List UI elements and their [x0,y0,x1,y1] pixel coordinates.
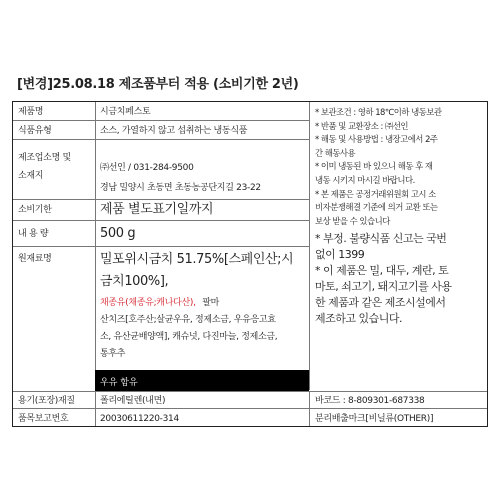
allergen-band [95,370,309,391]
row-line [13,199,309,200]
row-line [13,246,309,247]
note-1: * 보관조건 : 영하 18℃이하 냉동보관 [315,107,442,117]
label-expiry: 소비기한 [18,205,52,215]
label-manufacturer-1: 제조업소명 및 [18,153,71,163]
value-manufacturer-1: ㈜선인 / 031-284-9500 [100,163,194,173]
value-net-qty: 500 g [100,226,136,241]
note-4: 간 해동사용 [315,147,356,158]
big-note-2: 없이 1399 [315,248,365,262]
value-manufacturer-2: 경남 밀양시 초동면 초동농공단지길 23-22 [100,183,261,193]
label-table [12,101,488,427]
label-packaging: 용기(포장)재질 [18,396,75,406]
big-note-3: * 이 제품은 밀, 대두, 계란, 토 [315,264,449,278]
right-panel [315,106,485,327]
big-note-4: 마토, 쇠고기, 돼지고기를 사용 [315,280,452,294]
value-report-no: 20030611220-314 [100,414,179,424]
row-line [13,391,487,392]
note-3: * 해동 및 사용방법 : 냉장고에서 2주 [315,134,438,145]
ingredients-red-text: 채종유(채종유;캐나다산), [100,298,196,308]
row-line [13,220,309,221]
label-manufacturer-2: 소재지 [18,171,44,181]
label-net-qty: 내 용 량 [18,229,49,239]
note-8: 비자분쟁해결 기준에 의거 교환 또는 [315,202,438,213]
label-product-name: 제품명 [18,107,44,117]
ingredients-line-2: 금치100%], [100,274,169,289]
ingredients-line-3 [100,297,219,309]
value-product-name: 시금치페스토 [100,107,151,117]
value-product-type: 소스, 가열하지 않고 섭취하는 냉동식품 [100,126,248,136]
barcode-text: 바코드 : 8-809301-687338 [315,396,425,406]
ingredients-line-6: 통후추 [100,349,126,359]
ingredients-line-4: 산치즈[호주산;살균우유, 정제소금, 우유응고효 [100,315,276,325]
label-ingredients: 원재료명 [18,254,52,264]
recycle-mark-text: 분리배출마크[비닐류(OTHER)] [315,414,434,424]
note-6: 냉동 시키지 마시길 바랍니다. [315,174,415,185]
ingredients-line-5: 소, 유산균배양액], 캐슈넛, 다진마늘, 정제소금, [100,332,278,342]
allergen-text: 우유 함유 [100,378,138,388]
note-5: * 이미 냉동된 바 있으니 해동 후 재 [315,161,433,172]
note-2: * 반품 및 교환장소 : ㈜선인 [315,120,409,131]
label-report-no: 품목보고번호 [18,414,69,424]
big-note-6: 제조하고 있습니다. [315,312,403,326]
big-note-5: 한 제품과 같은 제조시설에서 [315,296,446,310]
label-product-type: 식품유형 [18,126,52,136]
row-line [13,120,309,121]
ingredients-line-1: 밀포위시금치 51.75%[스페인산;시 [100,252,294,267]
col-divider-2 [309,102,310,390]
page-title: [변경]25.08.18 제조품부터 적용 (소비기한 2년) [17,77,299,92]
row-line [13,408,487,409]
value-packaging: 폴리에틸렌(내면) [100,396,166,406]
row-line [13,139,309,140]
note-9: 보상 받을 수 있습니다 [315,215,390,226]
ingredients-line-3-tail: 팔마 [202,298,220,308]
value-expiry: 제품 별도표기일까지 [100,202,214,217]
big-note-1: * 부정. 불량식품 신고는 국번 [315,232,447,246]
note-7: * 본 제품은 공정거래위원회 고시 소 [315,188,436,199]
